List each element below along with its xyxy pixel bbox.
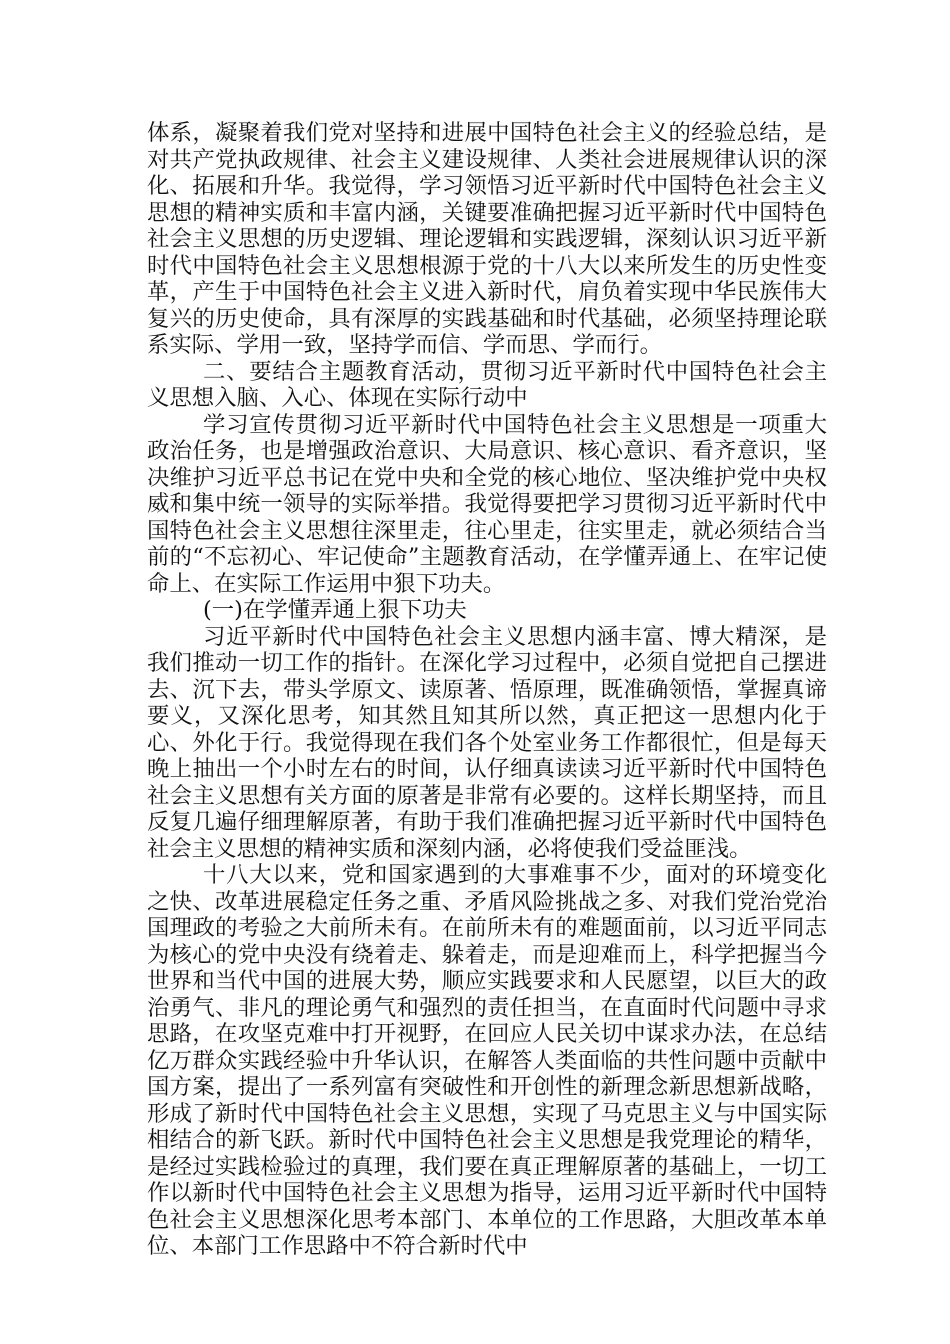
subsection-heading-one: (一)在学懂弄通上狠下功夫	[203, 597, 467, 623]
paragraph-study-publicize: 学习宣传贯彻习近平新时代中国特色社会主义思想是一项重大政治任务，也是增强政治意识、大局意识、核心意识、看齐意识，坚决维护习近平总书记在党中央和全党的核心地位、坚决维护党中央权威和集中统一领导的实际举措。我觉得要把学习贯彻习近平新时代中国特色社会主义思想往深里走，往心里走，往实里走，就必须结合当前的“不忘初心、牢记使命”主题教育活动，在学懂弄通上、在牢记使命上、在实际工作运用中狠下功夫。	[147, 411, 827, 597]
document-body	[147, 120, 827, 1260]
section-heading-two: 二、要结合主题教育活动，贯彻习近平新时代中国特色社会主义思想入脑、入心、体现在实际行动中	[147, 358, 827, 411]
paragraph-study-original-works: 习近平新时代中国特色社会主义思想内涵丰富、博大精深，是我们推动一切工作的指针。在深化学习过程中，必须自觉把自己摆进去、沉下去，带头学原文、读原著、悟原理，既准确领悟，掌握真谛要义，又深化思考，知其然且知其所以然，真正把这一思想内化于心、外化于行。我觉得现在我们各个处室业务工作都很忙，但是每天晚上抽出一个小时左右的时间，认仔细真读读习近平新时代中国特色社会主义思想有关方面的原著是非常有必要的。这样长期坚持，而且反复几遍仔细理解原著，有助于我们准确把握习近平新时代中国特色社会主义思想的精神实质和深刻内涵，必将使我们受益匪浅。	[147, 623, 827, 862]
paragraph-since-eighteenth-congress: 十八大以来，党和国家遇到的大事难事不少，面对的环境变化之快、改革进展稳定任务之重、矛盾风险挑战之多、对我们党治党治国理政的考验之大前所未有。在前所未有的难题面前，以习近平同志为核心的党中央没有绕着走、躲着走，而是迎难而上，科学把握当今世界和当代中国的进展大势，顺应实践要求和人民愿望，以巨大的政治勇气、非凡的理论勇气和强烈的责任担当，在直面时代问题中寻求思路，在攻坚克难中打开视野，在回应人民关切中谋求办法，在总结亿万群众实践经验中升华认识，在解答人类面临的共性问题中贡献中国方案，提出了一系列富有突破性和开创性的新理念新思想新战略，形成了新时代中国特色社会主义思想，实现了马克思主义与中国实际相结合的新飞跃。新时代中国特色社会主义思想是我党理论的精华，是经过实践检验过的真理，我们要在真正理解原著的基础上，一切工作以新时代中国特色社会主义思想为指导，运用习近平新时代中国特色社会主义思想深化思考本部门、本单位的工作思路，大胆改革本单位、本部门工作思路中不符合新时代中	[147, 862, 827, 1259]
paragraph-continuation: 体系，凝聚着我们党对坚持和进展中国特色社会主义的经验总结，是对共产党执政规律、社会主义建设规律、人类社会进展规律认识的深化、拓展和升华。我觉得，学习领悟习近平新时代中国特色社会主义思想的精神实质和丰富内涵，关键要准确把握习近平新时代中国特色社会主义思想的历史逻辑、理论逻辑和实践逻辑，深刻认识习近平新时代中国特色社会主义思想根源于党的十八大以来所发生的历史性变革，产生于中国特色社会主义进入新时代，肩负着实现中华民族伟大复兴的历史使命，具有深厚的实践基础和时代基础，必须坚持理论联系实际、学用一致，坚持学而信、学而思、学而行。	[147, 120, 827, 358]
